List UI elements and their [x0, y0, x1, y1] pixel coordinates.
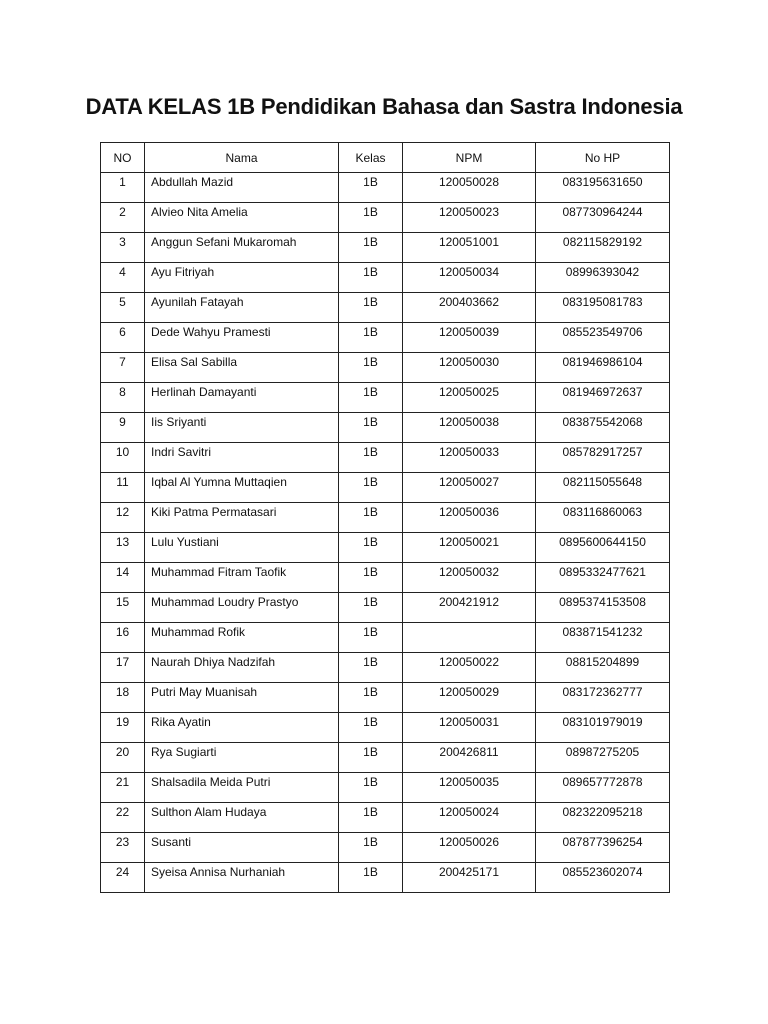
cell-kelas: 1B	[339, 473, 403, 503]
cell-nama: Rika Ayatin	[145, 713, 339, 743]
cell-npm: 120050025	[403, 383, 536, 413]
cell-kelas: 1B	[339, 863, 403, 893]
cell-kelas: 1B	[339, 803, 403, 833]
cell-kelas: 1B	[339, 833, 403, 863]
cell-kelas: 1B	[339, 323, 403, 353]
cell-npm: 120050036	[403, 503, 536, 533]
cell-no-hp: 083195081783	[536, 293, 670, 323]
cell-no-hp: 083875542068	[536, 413, 670, 443]
cell-no-hp: 087877396254	[536, 833, 670, 863]
cell-kelas: 1B	[339, 233, 403, 263]
cell-npm: 120050029	[403, 683, 536, 713]
cell-npm: 120050023	[403, 203, 536, 233]
cell-kelas: 1B	[339, 203, 403, 233]
cell-no: 5	[101, 293, 145, 323]
cell-no-hp: 0895332477621	[536, 563, 670, 593]
table-row	[101, 173, 670, 203]
cell-nama: Elisa Sal Sabilla	[145, 353, 339, 383]
cell-nama: Herlinah Damayanti	[145, 383, 339, 413]
cell-no-hp: 083116860063	[536, 503, 670, 533]
table-row	[101, 623, 670, 653]
cell-no-hp: 089657772878	[536, 773, 670, 803]
cell-no: 15	[101, 593, 145, 623]
cell-kelas: 1B	[339, 293, 403, 323]
cell-nama: Iqbal Al Yumna Muttaqien	[145, 473, 339, 503]
cell-no: 2	[101, 203, 145, 233]
table-row	[101, 473, 670, 503]
cell-no-hp: 085523549706	[536, 323, 670, 353]
cell-no-hp: 081946986104	[536, 353, 670, 383]
table-row	[101, 833, 670, 863]
cell-no: 11	[101, 473, 145, 503]
cell-nama: Lulu Yustiani	[145, 533, 339, 563]
header-no: NO	[101, 143, 145, 173]
cell-kelas: 1B	[339, 653, 403, 683]
table-row	[101, 563, 670, 593]
student-table	[100, 142, 670, 893]
cell-npm: 200425171	[403, 863, 536, 893]
cell-no-hp: 0895600644150	[536, 533, 670, 563]
cell-nama: Alvieo Nita Amelia	[145, 203, 339, 233]
table-row	[101, 683, 670, 713]
cell-kelas: 1B	[339, 353, 403, 383]
cell-nama: Putri May Muanisah	[145, 683, 339, 713]
header-npm: NPM	[403, 143, 536, 173]
cell-npm: 120050031	[403, 713, 536, 743]
header-no-hp: No HP	[536, 143, 670, 173]
cell-nama: Susanti	[145, 833, 339, 863]
table-row	[101, 233, 670, 263]
table-row	[101, 203, 670, 233]
table-row	[101, 323, 670, 353]
cell-nama: Ayunilah Fatayah	[145, 293, 339, 323]
table-row	[101, 713, 670, 743]
cell-nama: Shalsadila Meida Putri	[145, 773, 339, 803]
cell-no-hp: 082115829192	[536, 233, 670, 263]
cell-no: 23	[101, 833, 145, 863]
cell-no: 7	[101, 353, 145, 383]
cell-kelas: 1B	[339, 443, 403, 473]
cell-no-hp: 082115055648	[536, 473, 670, 503]
cell-npm: 120050026	[403, 833, 536, 863]
cell-nama: Naurah Dhiya Nadzifah	[145, 653, 339, 683]
cell-no-hp: 08996393042	[536, 263, 670, 293]
cell-kelas: 1B	[339, 713, 403, 743]
cell-no-hp: 0895374153508	[536, 593, 670, 623]
cell-no-hp: 08815204899	[536, 653, 670, 683]
header-nama: Nama	[145, 143, 339, 173]
cell-kelas: 1B	[339, 683, 403, 713]
cell-npm: 120050030	[403, 353, 536, 383]
cell-no-hp: 081946972637	[536, 383, 670, 413]
cell-no: 8	[101, 383, 145, 413]
cell-no: 16	[101, 623, 145, 653]
cell-kelas: 1B	[339, 563, 403, 593]
cell-no: 6	[101, 323, 145, 353]
table-row	[101, 293, 670, 323]
table-row	[101, 413, 670, 443]
cell-npm: 120050028	[403, 173, 536, 203]
cell-kelas: 1B	[339, 383, 403, 413]
cell-nama: Sulthon Alam Hudaya	[145, 803, 339, 833]
cell-npm: 120051001	[403, 233, 536, 263]
cell-npm: 120050035	[403, 773, 536, 803]
cell-no-hp: 083172362777	[536, 683, 670, 713]
cell-no: 17	[101, 653, 145, 683]
cell-nama: Abdullah Mazid	[145, 173, 339, 203]
cell-nama: Dede Wahyu Pramesti	[145, 323, 339, 353]
cell-no: 3	[101, 233, 145, 263]
cell-npm: 120050022	[403, 653, 536, 683]
table-row	[101, 353, 670, 383]
header-kelas: Kelas	[339, 143, 403, 173]
cell-no: 19	[101, 713, 145, 743]
table-body	[101, 173, 670, 893]
cell-no-hp: 082322095218	[536, 803, 670, 833]
cell-no-hp: 085523602074	[536, 863, 670, 893]
page-title: DATA KELAS 1B Pendidikan Bahasa dan Sastra Indonesia	[85, 94, 683, 119]
cell-nama: Indri Savitri	[145, 443, 339, 473]
table-row	[101, 593, 670, 623]
table-row	[101, 773, 670, 803]
table-row	[101, 803, 670, 833]
cell-no-hp: 08987275205	[536, 743, 670, 773]
cell-nama: Syeisa Annisa Nurhaniah	[145, 863, 339, 893]
cell-no: 10	[101, 443, 145, 473]
cell-no: 20	[101, 743, 145, 773]
cell-nama: Kiki Patma Permatasari	[145, 503, 339, 533]
cell-kelas: 1B	[339, 503, 403, 533]
table-row	[101, 653, 670, 683]
cell-no: 9	[101, 413, 145, 443]
cell-npm: 200426811	[403, 743, 536, 773]
cell-no-hp: 083195631650	[536, 173, 670, 203]
cell-npm: 120050034	[403, 263, 536, 293]
cell-no: 12	[101, 503, 145, 533]
cell-kelas: 1B	[339, 533, 403, 563]
table-row	[101, 863, 670, 893]
cell-npm: 120050021	[403, 533, 536, 563]
cell-npm	[403, 623, 536, 653]
cell-npm: 200421912	[403, 593, 536, 623]
cell-nama: Muhammad Fitram Taofik	[145, 563, 339, 593]
table-row	[101, 263, 670, 293]
table-header-row	[101, 143, 670, 173]
cell-npm: 120050024	[403, 803, 536, 833]
cell-kelas: 1B	[339, 173, 403, 203]
cell-kelas: 1B	[339, 773, 403, 803]
cell-no: 22	[101, 803, 145, 833]
cell-kelas: 1B	[339, 263, 403, 293]
cell-nama: Iis Sriyanti	[145, 413, 339, 443]
table-row	[101, 383, 670, 413]
table-row	[101, 743, 670, 773]
cell-no: 14	[101, 563, 145, 593]
cell-no: 13	[101, 533, 145, 563]
cell-no-hp: 087730964244	[536, 203, 670, 233]
cell-kelas: 1B	[339, 743, 403, 773]
cell-nama: Rya Sugiarti	[145, 743, 339, 773]
table-row	[101, 533, 670, 563]
cell-no: 18	[101, 683, 145, 713]
cell-nama: Muhammad Rofik	[145, 623, 339, 653]
cell-no: 4	[101, 263, 145, 293]
cell-no-hp: 083871541232	[536, 623, 670, 653]
cell-no: 21	[101, 773, 145, 803]
cell-npm: 120050038	[403, 413, 536, 443]
cell-nama: Muhammad Loudry Prastyo	[145, 593, 339, 623]
cell-npm: 120050039	[403, 323, 536, 353]
cell-kelas: 1B	[339, 413, 403, 443]
cell-no-hp: 083101979019	[536, 713, 670, 743]
cell-no: 24	[101, 863, 145, 893]
cell-nama: Anggun Sefani Mukaromah	[145, 233, 339, 263]
cell-kelas: 1B	[339, 593, 403, 623]
cell-kelas: 1B	[339, 623, 403, 653]
cell-nama: Ayu Fitriyah	[145, 263, 339, 293]
cell-npm: 120050033	[403, 443, 536, 473]
cell-npm: 120050032	[403, 563, 536, 593]
cell-npm: 200403662	[403, 293, 536, 323]
cell-no: 1	[101, 173, 145, 203]
table-row	[101, 443, 670, 473]
cell-no-hp: 085782917257	[536, 443, 670, 473]
table-row	[101, 503, 670, 533]
cell-npm: 120050027	[403, 473, 536, 503]
